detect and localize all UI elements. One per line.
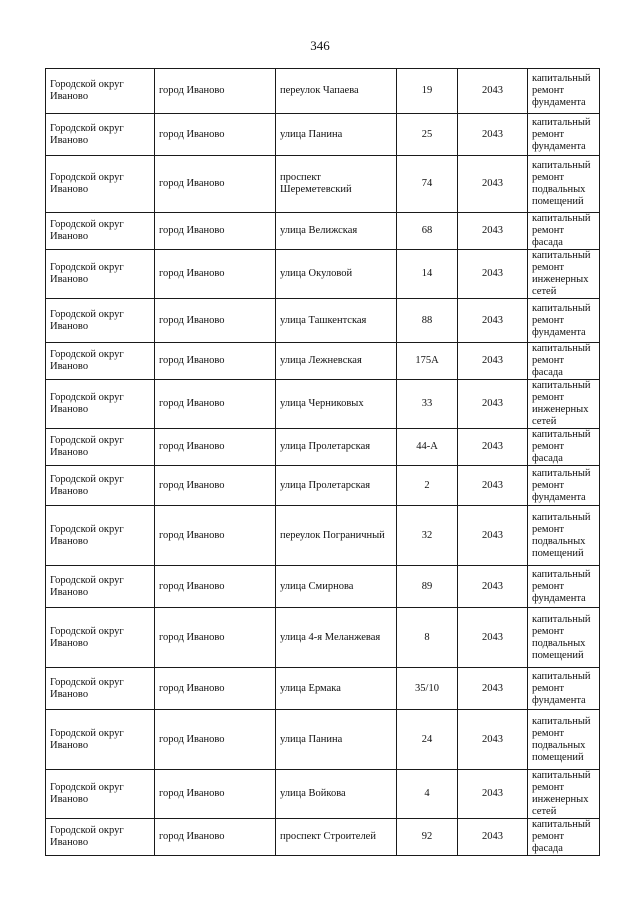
cell-work-type: капитальный ремонт подвальных помещений [528, 608, 600, 668]
cell-work-type: капитальный ремонт фундамента [528, 466, 600, 506]
cell-work-type: капитальный ремонт фундамента [528, 566, 600, 608]
table-row [46, 69, 600, 114]
table-row [46, 506, 600, 566]
cell-year: 2043 [458, 343, 528, 380]
cell-year: 2043 [458, 114, 528, 156]
cell-year: 2043 [458, 299, 528, 343]
cell-settlement: город Иваново [155, 380, 276, 429]
cell-street: улица Панина [276, 114, 397, 156]
table-row [46, 380, 600, 429]
cell-house-number: 68 [397, 213, 458, 250]
table-row [46, 710, 600, 770]
cell-work-type: капитальный ремонт подвальных помещений [528, 506, 600, 566]
cell-work-type: капитальный ремонт фундамента [528, 69, 600, 114]
cell-street: переулок Чапаева [276, 69, 397, 114]
cell-house-number: 89 [397, 566, 458, 608]
cell-municipality: Городской округ Иваново [46, 710, 155, 770]
cell-house-number: 35/10 [397, 668, 458, 710]
cell-settlement: город Иваново [155, 250, 276, 299]
housing-repair-table [45, 68, 600, 856]
cell-municipality: Городской округ Иваново [46, 668, 155, 710]
cell-municipality: Городской округ Иваново [46, 770, 155, 819]
cell-street: улица Ташкентская [276, 299, 397, 343]
cell-house-number: 33 [397, 380, 458, 429]
cell-year: 2043 [458, 819, 528, 856]
cell-municipality: Городской округ Иваново [46, 380, 155, 429]
cell-work-type: капитальный ремонт инженерных сетей [528, 770, 600, 819]
cell-year: 2043 [458, 668, 528, 710]
cell-house-number: 24 [397, 710, 458, 770]
cell-house-number: 92 [397, 819, 458, 856]
cell-settlement: город Иваново [155, 114, 276, 156]
cell-street: улица Велижская [276, 213, 397, 250]
cell-settlement: город Иваново [155, 668, 276, 710]
cell-street: улица Ермака [276, 668, 397, 710]
cell-street: улица Черниковых [276, 380, 397, 429]
cell-work-type: капитальный ремонт инженерных сетей [528, 380, 600, 429]
table-row [46, 299, 600, 343]
cell-settlement: город Иваново [155, 69, 276, 114]
cell-settlement: город Иваново [155, 506, 276, 566]
cell-work-type: капитальный ремонт фасада [528, 819, 600, 856]
cell-municipality: Городской округ Иваново [46, 343, 155, 380]
cell-municipality: Городской округ Иваново [46, 69, 155, 114]
cell-house-number: 74 [397, 156, 458, 213]
cell-house-number: 14 [397, 250, 458, 299]
cell-street: улица Смирнова [276, 566, 397, 608]
cell-work-type: капитальный ремонт фасада [528, 343, 600, 380]
cell-work-type: капитальный ремонт фундамента [528, 114, 600, 156]
table-row [46, 156, 600, 213]
cell-work-type: капитальный ремонт фасада [528, 429, 600, 466]
cell-house-number: 4 [397, 770, 458, 819]
cell-municipality: Городской округ Иваново [46, 506, 155, 566]
cell-house-number: 88 [397, 299, 458, 343]
cell-street: улица Пролетарская [276, 429, 397, 466]
cell-settlement: город Иваново [155, 710, 276, 770]
cell-work-type: капитальный ремонт фасада [528, 213, 600, 250]
cell-municipality: Городской округ Иваново [46, 566, 155, 608]
cell-municipality: Городской округ Иваново [46, 608, 155, 668]
cell-year: 2043 [458, 69, 528, 114]
cell-municipality: Городской округ Иваново [46, 114, 155, 156]
cell-settlement: город Иваново [155, 819, 276, 856]
table-row [46, 213, 600, 250]
cell-year: 2043 [458, 429, 528, 466]
table-body [46, 69, 600, 856]
cell-year: 2043 [458, 213, 528, 250]
cell-settlement: город Иваново [155, 566, 276, 608]
cell-work-type: капитальный ремонт инженерных сетей [528, 250, 600, 299]
cell-street: улица Окуловой [276, 250, 397, 299]
cell-house-number: 32 [397, 506, 458, 566]
table-row [46, 429, 600, 466]
cell-street: улица Пролетарская [276, 466, 397, 506]
cell-street: улица Войкова [276, 770, 397, 819]
cell-house-number: 175А [397, 343, 458, 380]
table-row [46, 566, 600, 608]
table-row [46, 466, 600, 506]
table-row [46, 250, 600, 299]
table-row [46, 770, 600, 819]
cell-work-type: капитальный ремонт фундамента [528, 668, 600, 710]
cell-settlement: город Иваново [155, 156, 276, 213]
cell-municipality: Городской округ Иваново [46, 156, 155, 213]
cell-street: улица Панина [276, 710, 397, 770]
cell-municipality: Городской округ Иваново [46, 299, 155, 343]
cell-street: улица Лежневская [276, 343, 397, 380]
cell-year: 2043 [458, 566, 528, 608]
cell-year: 2043 [458, 466, 528, 506]
cell-year: 2043 [458, 770, 528, 819]
cell-municipality: Городской округ Иваново [46, 429, 155, 466]
table-row [46, 668, 600, 710]
cell-municipality: Городской округ Иваново [46, 250, 155, 299]
cell-municipality: Городской округ Иваново [46, 819, 155, 856]
cell-settlement: город Иваново [155, 429, 276, 466]
cell-municipality: Городской округ Иваново [46, 466, 155, 506]
cell-street: переулок Пограничный [276, 506, 397, 566]
cell-work-type: капитальный ремонт подвальных помещений [528, 156, 600, 213]
cell-settlement: город Иваново [155, 608, 276, 668]
cell-municipality: Городской округ Иваново [46, 213, 155, 250]
table-row [46, 608, 600, 668]
cell-street: улица 4-я Меланжевая [276, 608, 397, 668]
cell-street: проспект Шереметевский [276, 156, 397, 213]
cell-house-number: 25 [397, 114, 458, 156]
cell-settlement: город Иваново [155, 466, 276, 506]
cell-settlement: город Иваново [155, 343, 276, 380]
cell-year: 2043 [458, 608, 528, 668]
table-row [46, 819, 600, 856]
cell-work-type: капитальный ремонт подвальных помещений [528, 710, 600, 770]
cell-year: 2043 [458, 506, 528, 566]
cell-house-number: 8 [397, 608, 458, 668]
cell-house-number: 2 [397, 466, 458, 506]
cell-house-number: 19 [397, 69, 458, 114]
table-row [46, 114, 600, 156]
cell-settlement: город Иваново [155, 213, 276, 250]
cell-year: 2043 [458, 250, 528, 299]
cell-work-type: капитальный ремонт фундамента [528, 299, 600, 343]
page-number: 346 [310, 38, 330, 53]
table-row [46, 343, 600, 380]
cell-house-number: 44-А [397, 429, 458, 466]
cell-settlement: город Иваново [155, 299, 276, 343]
cell-year: 2043 [458, 710, 528, 770]
cell-year: 2043 [458, 156, 528, 213]
cell-settlement: город Иваново [155, 770, 276, 819]
cell-year: 2043 [458, 380, 528, 429]
cell-street: проспект Строителей [276, 819, 397, 856]
